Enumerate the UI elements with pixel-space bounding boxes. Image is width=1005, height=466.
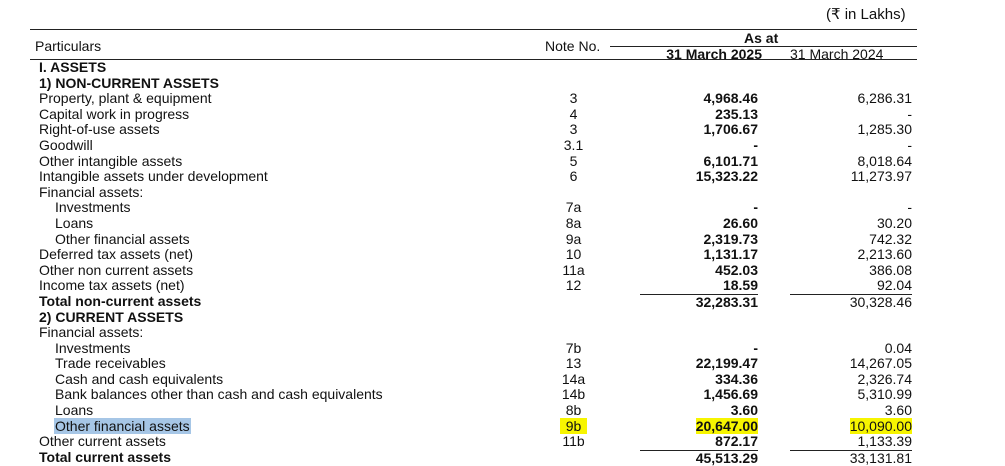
row-note xyxy=(535,200,612,215)
row-value-2025-text: 32,283.31 xyxy=(695,293,758,310)
row-label xyxy=(55,200,130,215)
row-label-text[interactable]: Bank balances other than cash and cash equivalents xyxy=(55,386,383,403)
row-value-2024-text: - xyxy=(907,199,912,216)
row-label xyxy=(39,154,182,169)
row-note xyxy=(535,263,612,278)
balance-sheet-table xyxy=(0,60,1005,465)
row-label-text[interactable]: Intangible assets under development xyxy=(39,168,268,185)
row-value-2025-text: 235.13 xyxy=(715,105,758,122)
row-value-2024 xyxy=(790,216,912,231)
row-value-2024 xyxy=(790,356,912,371)
row-value-2025-text: 45,513.29 xyxy=(695,449,758,466)
row-note-text: 11b xyxy=(562,433,585,450)
table-row xyxy=(0,387,1005,403)
row-value-2024 xyxy=(790,107,912,122)
row-note xyxy=(535,387,612,402)
row-label-text[interactable]: Deferred tax assets (net) xyxy=(39,246,194,263)
unit-note: (₹ in Lakhs) xyxy=(826,6,906,23)
row-note-text: 10 xyxy=(565,246,582,263)
row-label xyxy=(55,403,93,418)
row-label-text[interactable]: Loans xyxy=(55,214,94,231)
row-value-2025 xyxy=(640,247,758,262)
row-note xyxy=(535,122,612,137)
row-label-text[interactable]: Other non current assets xyxy=(39,261,194,278)
table-row xyxy=(0,341,1005,357)
row-value-2024 xyxy=(790,247,912,262)
row-label-text[interactable]: Loans xyxy=(55,402,94,419)
row-value-2025-text: 2,319.73 xyxy=(703,230,758,247)
row-value-2024-text: 1,133.39 xyxy=(857,433,912,450)
row-value-2025-text: 18.59 xyxy=(722,277,758,294)
table-row xyxy=(0,278,1005,294)
row-note-text: 11a xyxy=(562,261,585,278)
table-row xyxy=(0,232,1005,248)
row-value-2024-text: 30.20 xyxy=(876,214,912,231)
row-value-2024-text: 11,273.97 xyxy=(850,168,912,185)
row-value-2024-text: - xyxy=(907,105,912,122)
row-note xyxy=(535,356,612,371)
row-label xyxy=(55,341,130,356)
row-value-2024 xyxy=(790,263,912,278)
row-value-2024-text: 386.08 xyxy=(869,261,912,278)
row-note-text: 5 xyxy=(569,152,578,169)
row-value-2025 xyxy=(640,450,758,466)
row-label-text[interactable]: Other intangible assets xyxy=(39,152,183,169)
table-row xyxy=(0,403,1005,419)
row-label-text[interactable]: Other financial assets xyxy=(55,417,190,434)
row-note xyxy=(535,341,612,356)
row-value-2025-text: 3.60 xyxy=(730,402,758,419)
row-value-2024-text: 8,018.64 xyxy=(857,152,912,169)
row-value-2025-text: 872.17 xyxy=(715,433,758,450)
table-row xyxy=(0,325,1005,341)
table-row xyxy=(0,107,1005,123)
row-value-2025-text: - xyxy=(753,136,758,153)
row-value-2024 xyxy=(790,434,912,449)
header-col-2024: 31 March 2024 xyxy=(790,46,884,62)
row-label-text[interactable]: Investments xyxy=(55,339,131,356)
row-value-2025 xyxy=(640,232,758,247)
row-value-2025-text: 22,199.47 xyxy=(695,355,758,372)
row-value-2024-text: 6,286.31 xyxy=(857,90,912,107)
row-value-2024-text: 2,326.74 xyxy=(857,370,912,387)
row-label-text[interactable]: Total current assets xyxy=(39,448,172,465)
row-value-2025 xyxy=(640,122,758,137)
row-value-2025 xyxy=(640,107,758,122)
table-row xyxy=(0,434,1005,450)
row-label-text[interactable]: Goodwill xyxy=(39,136,93,153)
top-rule xyxy=(30,29,917,30)
row-value-2024-text: 1,285.30 xyxy=(857,121,912,138)
row-note-text: 6 xyxy=(569,168,578,185)
table-row xyxy=(0,310,1005,326)
row-label xyxy=(39,278,185,293)
row-note-text: 3.1 xyxy=(563,136,584,153)
row-value-2025 xyxy=(640,419,758,434)
row-note-text: 9a xyxy=(565,230,582,247)
row-label xyxy=(39,60,106,75)
row-label xyxy=(55,419,191,434)
row-label xyxy=(39,434,166,449)
row-value-2024 xyxy=(790,450,912,466)
table-row xyxy=(0,91,1005,107)
row-value-2025 xyxy=(640,278,758,293)
row-note-text: 3 xyxy=(569,121,578,138)
header-particulars: Particulars xyxy=(35,38,102,54)
row-value-2025-text: 452.03 xyxy=(715,261,758,278)
row-label-text[interactable]: I. ASSETS xyxy=(39,59,107,75)
row-note xyxy=(535,216,612,231)
table-row xyxy=(0,450,1005,466)
row-value-2024 xyxy=(790,154,912,169)
row-value-2024 xyxy=(790,138,912,153)
table-row xyxy=(0,294,1005,310)
row-note-text: 12 xyxy=(565,277,582,294)
row-label-text[interactable]: Other current assets xyxy=(39,433,166,450)
row-label-text[interactable]: 1) NON-CURRENT ASSETS xyxy=(39,74,219,91)
row-value-2025-text: 20,647.00 xyxy=(695,417,758,434)
row-note-text: 4 xyxy=(569,105,578,122)
row-value-2025-text: - xyxy=(753,339,758,356)
row-value-2025 xyxy=(640,200,758,215)
row-note xyxy=(535,91,612,106)
row-label-text[interactable]: 2) CURRENT ASSETS xyxy=(39,308,184,325)
row-note-text: 14b xyxy=(561,386,586,403)
row-label xyxy=(39,247,193,262)
table-row xyxy=(0,419,1005,435)
row-value-2025 xyxy=(640,356,758,371)
row-value-2024 xyxy=(790,387,912,402)
row-value-2025 xyxy=(640,403,758,418)
row-value-2024-text: 742.32 xyxy=(869,230,912,247)
row-label xyxy=(39,76,219,91)
row-value-2025-text: 6,101.71 xyxy=(703,152,758,169)
row-value-2025 xyxy=(640,434,758,449)
table-row xyxy=(0,60,1005,76)
row-note xyxy=(535,169,612,184)
row-value-2024 xyxy=(790,403,912,418)
row-value-2025 xyxy=(640,387,758,402)
row-label-text[interactable]: Income tax assets (net) xyxy=(39,277,185,294)
row-value-2024-text: 92.04 xyxy=(876,277,912,294)
row-note-text: 7b xyxy=(565,339,582,356)
row-value-2024-text: 30,328.46 xyxy=(849,293,912,310)
row-value-2025 xyxy=(640,216,758,231)
row-value-2025-text: 1,456.69 xyxy=(703,386,758,403)
row-value-2025 xyxy=(640,138,758,153)
table-row xyxy=(0,263,1005,279)
row-value-2024 xyxy=(790,294,912,310)
row-label xyxy=(39,122,160,137)
row-value-2024 xyxy=(790,232,912,247)
row-note-text: 7a xyxy=(565,199,582,216)
row-label-text[interactable]: Other financial assets xyxy=(55,230,190,247)
row-label xyxy=(39,325,143,340)
table-row xyxy=(0,200,1005,216)
row-value-2024-text: 0.04 xyxy=(884,339,912,356)
row-value-2024 xyxy=(790,91,912,106)
row-label xyxy=(39,185,143,200)
row-value-2024 xyxy=(790,341,912,356)
row-value-2024-text: 14,267.05 xyxy=(849,355,912,372)
row-label xyxy=(55,356,166,371)
row-value-2025-text: - xyxy=(753,199,758,216)
row-value-2024-text: 3.60 xyxy=(884,402,912,419)
row-value-2025 xyxy=(640,294,758,310)
row-note xyxy=(535,403,612,418)
row-value-2025-text: 15,323.22 xyxy=(695,168,758,185)
row-label-text[interactable]: Financial assets: xyxy=(39,183,144,200)
table-row xyxy=(0,76,1005,92)
row-note-text: 3 xyxy=(569,90,578,107)
row-value-2024 xyxy=(790,419,912,434)
row-label xyxy=(39,107,189,122)
row-label-text[interactable]: Investments xyxy=(55,199,131,216)
row-note-text: 13 xyxy=(565,355,582,372)
row-value-2025 xyxy=(640,91,758,106)
row-value-2024-text: 10,090.00 xyxy=(849,417,912,434)
row-label xyxy=(39,294,201,309)
table-row xyxy=(0,185,1005,201)
row-note-text: 14a xyxy=(561,370,586,387)
row-value-2024-text: 33,131.81 xyxy=(849,449,912,466)
header-col-2025: 31 March 2025 xyxy=(666,46,762,62)
row-value-2025-text: 4,968.46 xyxy=(703,90,758,107)
row-label-text[interactable]: Right-of-use assets xyxy=(39,121,160,138)
header-as-at: As at xyxy=(744,30,779,46)
row-note xyxy=(535,278,612,293)
row-value-2025-text: 334.36 xyxy=(715,370,758,387)
row-value-2024 xyxy=(790,122,912,137)
row-note xyxy=(535,107,612,122)
row-note xyxy=(535,247,612,262)
table-row xyxy=(0,169,1005,185)
row-value-2025 xyxy=(640,372,758,387)
row-value-2024-text: - xyxy=(907,136,912,153)
row-note xyxy=(535,419,612,434)
table-row xyxy=(0,356,1005,372)
row-note-text: 9b xyxy=(560,418,588,434)
row-label xyxy=(55,372,223,387)
row-note xyxy=(535,232,612,247)
row-label-text[interactable]: Cash and cash equivalents xyxy=(55,370,224,387)
row-note xyxy=(535,154,612,169)
row-label-text[interactable]: Property, plant & equipment xyxy=(39,90,212,107)
row-value-2025-text: 1,706.67 xyxy=(703,121,758,138)
header-note-no: Note No. xyxy=(545,38,601,54)
table-row xyxy=(0,138,1005,154)
row-label xyxy=(39,91,212,106)
table-row xyxy=(0,154,1005,170)
row-value-2024 xyxy=(790,169,912,184)
table-row xyxy=(0,247,1005,263)
row-label xyxy=(39,138,93,153)
row-note xyxy=(535,434,612,449)
row-value-2024-text: 2,213.60 xyxy=(857,246,912,263)
row-label-text[interactable]: Capital work in progress xyxy=(39,105,190,122)
row-note-text: 8a xyxy=(565,214,582,231)
row-value-2024-text: 5,310.99 xyxy=(857,386,912,403)
row-label xyxy=(55,232,190,247)
row-label xyxy=(39,310,183,325)
row-value-2024 xyxy=(790,372,912,387)
table-row xyxy=(0,216,1005,232)
row-label xyxy=(39,263,193,278)
row-note xyxy=(535,138,612,153)
row-value-2025 xyxy=(640,341,758,356)
row-value-2025 xyxy=(640,154,758,169)
row-value-2025 xyxy=(640,169,758,184)
row-label-text[interactable]: Financial assets: xyxy=(39,324,144,341)
row-label-text[interactable]: Total non-current assets xyxy=(39,292,202,309)
row-note-text: 8b xyxy=(565,402,582,419)
row-value-2025 xyxy=(640,263,758,278)
table-row xyxy=(0,372,1005,388)
row-value-2024 xyxy=(790,278,912,293)
row-value-2025-text: 1,131.17 xyxy=(703,246,758,263)
row-label xyxy=(39,169,268,184)
row-value-2025-text: 26.60 xyxy=(722,214,758,231)
row-label xyxy=(55,216,93,231)
row-value-2024 xyxy=(790,200,912,215)
row-label xyxy=(55,387,383,402)
row-note xyxy=(535,372,612,387)
table-row xyxy=(0,122,1005,138)
row-label-text[interactable]: Trade receivables xyxy=(55,355,166,372)
